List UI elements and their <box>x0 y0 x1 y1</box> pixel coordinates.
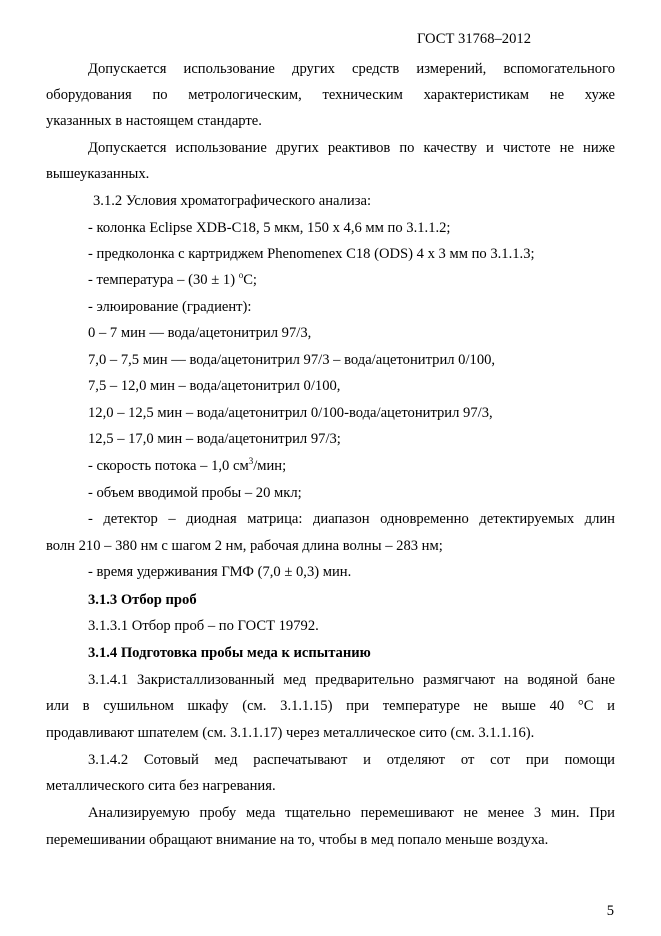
para-mixing-line1: Анализируемую пробу меда тщательно перемешивают не менее 3 мин. При <box>88 805 615 821</box>
condition-elution: - элюирование (градиент): <box>88 299 252 315</box>
para-mixing-line2: перемешивании обращают внимание на то, чтобы в мед попало меньше воздуха. <box>46 832 549 848</box>
condition-detector-line2: волн 210 – 380 нм с шагом 2 нм, рабочая длина волны – 283 нм; <box>46 538 443 554</box>
para-3-1-4-2-line2: металлического сита без нагревания. <box>46 778 276 794</box>
condition-precolumn: - предколонка с картриджем Phenomenex C18 (ODS) 4 х 3 мм по 3.1.1.3; <box>88 246 535 262</box>
para1-line1: Допускается использование других средств измерений, вспомогательного <box>88 61 615 77</box>
condition-injection-volume: - объем вводимой пробы – 20 мкл; <box>88 485 302 501</box>
para-3-1-4-2-line1: 3.1.4.2 Сотовый мед распечатывают и отделяют от сот при помощи <box>88 752 615 768</box>
para1-line3: указанных в настоящем стандарте. <box>46 113 262 129</box>
para-3-1-4-1-line2: или в сушильном шкафу (см. 3.1.1.15) при температуре не выше 40 °С и <box>46 698 615 714</box>
section-3-1-2-title: 3.1.2 Условия хроматографического анализа: <box>93 193 372 209</box>
para2-line2: вышеуказанных. <box>46 166 150 182</box>
gradient-step-3: 7,5 – 12,0 мин – вода/ацетонитрил 0/100, <box>88 378 341 394</box>
para2-line1: Допускается использование других реактивов по качеству и чистоте не ниже <box>88 140 615 156</box>
flow-superscript: 3 <box>248 456 254 466</box>
temp-superscript: о <box>238 270 244 280</box>
document-code-header: ГОСТ 31768–2012 <box>416 31 531 47</box>
gradient-step-4: 12,0 – 12,5 мин – вода/ацетонитрил 0/100-вода/ацетонитрил 97/3, <box>88 405 493 421</box>
condition-temperature: - температура – (30 ± 1) $^о$С; <box>88 270 257 288</box>
condition-flow-rate: - скорость потока – 1,0 $см^3$/мин; <box>88 456 287 474</box>
section-3-1-3-1: 3.1.3.1 Отбор проб – по ГОСТ 19792. <box>88 618 319 634</box>
gradient-step-2: 7,0 – 7,5 мин — вода/ацетонитрил 97/3 – вода/ацетонитрил 0/100, <box>88 352 496 368</box>
condition-retention-time: - время удерживания ГМФ (7,0 ± 0,3) мин. <box>88 564 352 580</box>
condition-detector-line1: - детектор – диодная матрица: диапазон одновременно детектируемых длин <box>88 511 615 527</box>
para-3-1-4-1-line3: продавливают шпателем (см. 3.1.1.17) через металлическое сито (см. 3.1.1.16). <box>46 725 535 741</box>
section-3-1-3-title: 3.1.3 Отбор проб <box>88 592 197 608</box>
condition-column: - колонка Eclipse XDB-C18, 5 мкм, 150 х 4,6 мм по 3.1.1.2; <box>88 220 451 236</box>
para1-line2: оборудования по метрологическим, техническим характеристикам не хуже <box>46 87 615 103</box>
page-number: 5 <box>606 903 614 919</box>
para-3-1-4-1-line1: 3.1.4.1 Закристаллизованный мед предварительно размягчают на водяной бане <box>88 672 615 688</box>
gradient-step-1: 0 – 7 мин — вода/ацетонитрил 97/3, <box>88 325 312 341</box>
section-3-1-4-title: 3.1.4 Подготовка пробы меда к испытанию <box>88 645 371 661</box>
gradient-step-5: 12,5 – 17,0 мин – вода/ацетонитрил 97/3; <box>88 431 341 447</box>
